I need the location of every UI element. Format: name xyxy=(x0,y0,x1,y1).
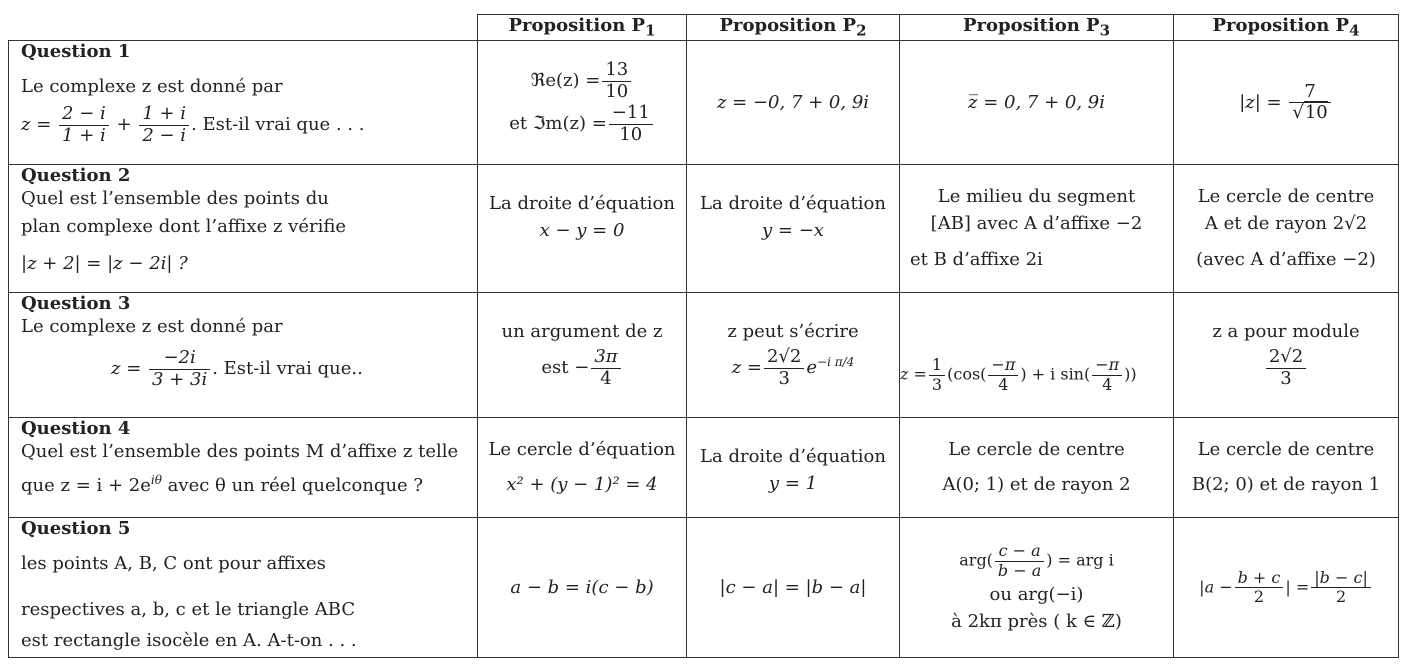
question-2-cell: Question 2 Quel est l’ensemble des points du plan complexe dont l’affixe z vérifie |z + 2| = |z − 2i| ? xyxy=(9,165,478,293)
qcm-table xyxy=(8,14,1399,658)
q2-p4: Le cercle de centre A et de rayon 2√2 (avec A d’affixe −2) xyxy=(1174,165,1399,293)
q4-p4: Le cercle de centre B(2; 0) et de rayon 1 xyxy=(1174,418,1399,518)
q2-p1: La droite d’équation x − y = 0 xyxy=(478,165,687,293)
q4-p2: La droite d’équation y = 1 xyxy=(687,418,900,518)
question-3-title: Question 3 xyxy=(21,293,131,315)
header-p1: Proposition $P_1$ xyxy=(478,15,687,41)
q2-p2: La droite d’équation y = −x xyxy=(687,165,900,293)
header-blank xyxy=(9,15,478,41)
question-5-title: Question 5 xyxy=(21,518,131,540)
q5-p3: arg( $\frac{c - a}{b - a}$ ) = arg i ou arg(−i) à 2kπ près ( k ∈ ℤ) xyxy=(900,518,1174,658)
q4-p3: Le cercle de centre A(0; 1) et de rayon 2 xyxy=(900,418,1174,518)
q5-p4: |a − $\frac{b + c}{2}$ | = $\frac{|b - c|}{2}$ xyxy=(1174,518,1399,658)
question-row-1 xyxy=(9,41,1399,165)
question-5-cell: Question 5 les points A, B, C ont pour affixes respectives a, b, c et le triangle ABC est rectangle isocèle en A. A-t-on . . . xyxy=(9,518,478,658)
q3-p3: z = $\frac{1}{3}$ (cos( $\frac{-\pi}{4}$ ) + i sin( $\frac{-\pi}{4}$ )) xyxy=(900,293,1174,418)
question-2-title: Question 2 xyxy=(21,165,131,187)
q3-p4: z a pour module $\frac{2√2}{3}$ xyxy=(1174,293,1399,418)
question-1-cell xyxy=(9,41,478,165)
question-4-title: Question 4 xyxy=(21,418,131,440)
header-row xyxy=(9,15,1399,41)
header-p2: Proposition $P_2$ xyxy=(687,15,900,41)
question-row-3 xyxy=(9,293,1399,418)
q3-p2: z peut s’écrire z = $\frac{2√2}{3}$ $e^{-i \pi/4}$ xyxy=(687,293,900,418)
header-p4: Proposition $P_4$ xyxy=(1174,15,1399,41)
question-4-cell: Question 4 Quel est l’ensemble des points M d’affixe z telle que $z = i + 2e^{i\theta}$ avec θ un réel quelconque ? xyxy=(9,418,478,518)
q3-p1: un argument de z est − $\frac{3\pi}{4}$ xyxy=(478,293,687,418)
q4-p1: Le cercle d’équation x² + (y − 1)² = 4 xyxy=(478,418,687,518)
question-1-line1: Le complexe z est donné par xyxy=(21,75,283,97)
q1-p3: z̅ = 0, 7 + 0, 9i xyxy=(900,41,1174,165)
question-row-5 xyxy=(9,518,1399,658)
question-row-2 xyxy=(9,165,1399,293)
question-1-formula: z = $\frac{2 - i}{1 + i}$ + $\frac{1 + i}{2 - i}$ . Est-il vrai que . . . xyxy=(21,103,365,147)
q1-p4: |z| = $\frac{7}{√10}$ xyxy=(1174,41,1399,165)
q2-p3: Le milieu du segment [AB] avec A d’affixe −2 et B d’affixe 2i xyxy=(900,165,1174,293)
question-3-cell: Question 3 Le complexe z est donné par z = $\frac{-2i}{3 + 3i}$ . Est-il vrai que.. xyxy=(9,293,478,418)
q1-p1: ℜe(z) = $\frac{13}{10}$ et ℑm(z) = $\frac{-11}{10}$ xyxy=(478,41,687,165)
question-3-formula: z = $\frac{-2i}{3 + 3i}$ . Est-il vrai que.. xyxy=(111,347,363,391)
q5-p1: a − b = i(c − b) xyxy=(478,518,687,658)
question-1-title: Question 1 xyxy=(21,41,131,63)
question-row-4 xyxy=(9,418,1399,518)
q5-p2: |c − a| = |b − a| xyxy=(687,518,900,658)
header-p3: Proposition $P_3$ xyxy=(900,15,1174,41)
q1-p2: z = −0, 7 + 0, 9i xyxy=(687,41,900,165)
